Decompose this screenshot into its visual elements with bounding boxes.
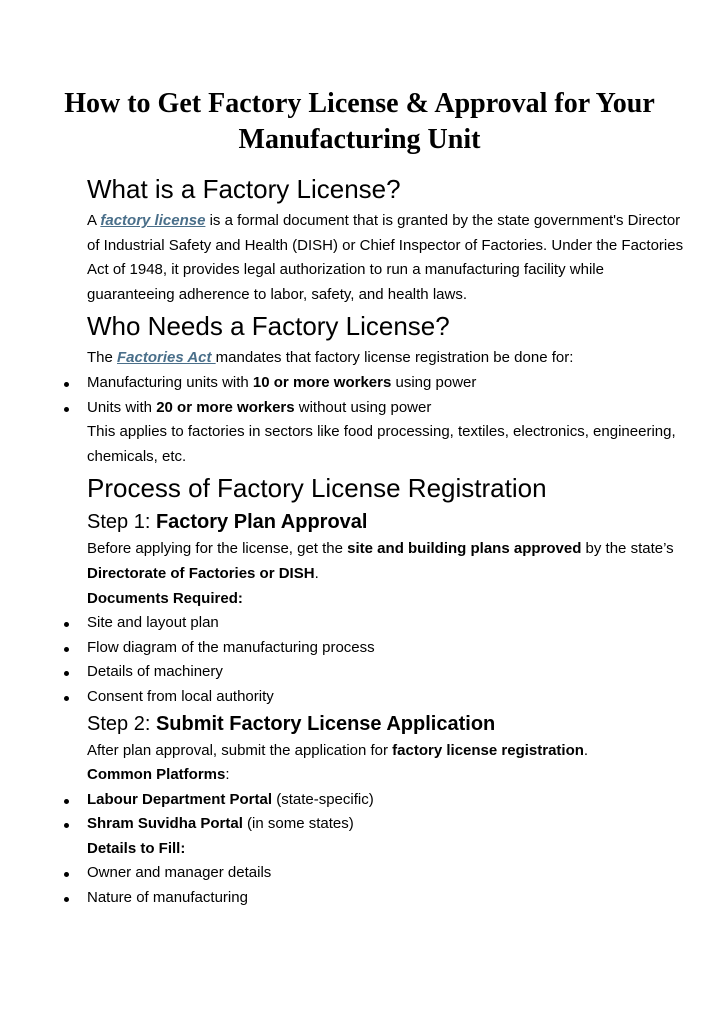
details-to-fill-label: Details to Fill: xyxy=(87,839,186,857)
who-needs-intro: The Factories Act mandates that factory license registration be done for: xyxy=(87,349,574,367)
page-title: How to Get Factory License & Approval for Your Manufacturing Unit xyxy=(64,88,655,155)
what-is-paragraph: A factory license is a formal document that is granted by the state government's Director of Industrial Safety and Health (DISH) or Chief Inspector of Factories. Under the Factories Act of 1948, it provides legal authorization to run a manufacturing facility while guaranteeing adherence to labor, safety, and health laws. xyxy=(87,212,684,303)
list-item: Flow diagram of the manufacturing process xyxy=(87,636,687,661)
step-1-paragraph: Before applying for the license, get the site and building plans approved by the state’s Directorate of Factories or DISH. xyxy=(87,540,674,582)
list-item: Units with 20 or more workers without using power xyxy=(87,396,687,421)
list-item: Shram Suvidha Portal (in some states) xyxy=(87,812,687,837)
factory-license-link[interactable]: factory license xyxy=(100,212,206,229)
list-item: Consent from local authority xyxy=(87,685,687,710)
list-item: Labour Department Portal (state-specific) xyxy=(87,788,687,813)
list-item: Nature of manufacturing xyxy=(87,886,687,911)
step-2-heading: Step 2: Submit Factory License Application xyxy=(87,712,496,735)
platforms-list xyxy=(87,788,687,837)
section-heading-process: Process of Factory License Registration xyxy=(87,473,547,504)
documents-list xyxy=(87,611,687,709)
sectors-note: This applies to factories in sectors like food processing, textiles, electronics, engineering, chemicals, etc. xyxy=(87,423,676,465)
step-1-heading: Step 1: Factory Plan Approval xyxy=(87,511,368,534)
list-item: Owner and manager details xyxy=(87,861,687,886)
document-content xyxy=(87,170,687,911)
list-item: Manufacturing units with 10 or more workers using power xyxy=(87,371,687,396)
step-2-paragraph: After plan approval, submit the application for factory license registration. xyxy=(87,741,589,759)
section-heading-what-is: What is a Factory License? xyxy=(87,174,401,204)
eligibility-list xyxy=(87,371,687,420)
factories-act-link[interactable]: Factories Act xyxy=(117,349,216,367)
documents-required-label: Documents Required: xyxy=(87,589,243,607)
details-list xyxy=(87,861,687,910)
section-heading-who-needs: Who Needs a Factory License? xyxy=(87,311,450,342)
list-item: Details of machinery xyxy=(87,660,687,685)
list-item: Site and layout plan xyxy=(87,611,687,636)
common-platforms-label: Common Platforms: xyxy=(87,766,230,784)
